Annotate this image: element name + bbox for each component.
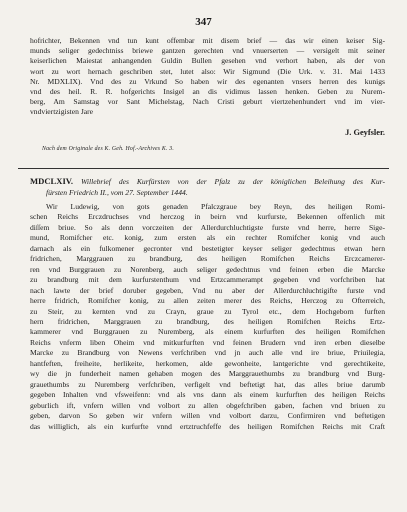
text-line: berg, Am Samstag vor Sant Michelstag, Nach Cristi geburt viertzehenhundert vnd im vier- <box>30 97 385 107</box>
source-note: Nach dem Originale des K. Geh. Hof.-Archives K. 3. <box>42 146 174 152</box>
text-line: wy die jn funderheit namen gehaben mogen des Marggrauethumbs zu brandburg vnd Burg- <box>30 369 385 379</box>
section-divider <box>18 168 389 169</box>
previous-document-ending <box>30 36 385 118</box>
heading-line: fürsten Friedrich II., vom 27. September 1444. <box>46 187 188 197</box>
text-line: keiserlichen Maiestat anhangenden Guldin Bullen gesehen vnd verhort haben, als der von <box>30 56 385 66</box>
document-number: MDCLXIV. <box>30 176 74 186</box>
text-line: gegeben Inhalten vnd vfsweifenn: vnd als vns dann als einem kurfurften des heiligen Reichs <box>30 390 385 400</box>
text-line: Nr. MDXLIX). Vnd des zu Vrkund So haben wir des egenanten vnsers herren des kunigs <box>30 76 385 86</box>
text-line: kammerer vnd Burggrauen zu Nuremberg, als einem kurfurften des heiligen Romifchen <box>30 327 385 337</box>
text-line: wort zu wort hernach geschriben stet, lutet also: Wir Sigmund (Die Urk. v. 31. Mai 1433 <box>30 66 385 76</box>
text-line: munds seliger gedechtniss briewe gantzen gerechten vnd vnuerserten — versigelt mit seiner <box>30 46 385 56</box>
text-line: hofrichter, Bekennen vnd tun kunt offembar mit disem brief — das wir einen keiser Sig- <box>30 36 385 45</box>
text-line: fridrichen, Marggrauen zu brandburg, des heiligen Romifchen Reichs Erczcamerer- <box>30 254 385 264</box>
text-line: vndviertzigisten Jare <box>30 107 94 117</box>
document-heading <box>30 176 385 198</box>
text-line: vnd des heil. R. R. hofgerichts Insigel an dis vidimus lassen henken. Geben zu Nurem- <box>30 87 385 97</box>
text-line: hantfeften, freiheite, herlikeite, herkomen, alde gewonheite, lantgerichte vnd gerechtikeite, <box>30 358 385 368</box>
text-line: nach lawte der brief doruber gegeben, Vnd nu aber der Allerdurchluchtigifte furste vnd <box>30 285 385 295</box>
text-line: Wir Ludewig, von gots genaden Pfalczgraue bey Reyn, des heiligen Romi- <box>46 202 385 211</box>
document-body <box>30 202 385 432</box>
text-line: schen Reichs Erczdruchses vnd herczog in beirn vnd kurfurste, Bekennen offenlich mit <box>30 212 385 222</box>
text-line: hern fridrichen, Marggrauen zu brandburg, des heiligen Romifchen Reichs Ertz- <box>30 316 385 326</box>
text-line: geben, darvon So geben wir vnfern willen vnd volbort darzu, Confirmiren vnd beftetigen <box>30 411 385 421</box>
text-line: das williglich, als ein kurfurfte vnnd ertztruchfeffe des heiligen Romifchen Reichs mit Craft <box>30 421 385 431</box>
text-line: diſſem briue. So als denn vorczeiten der Allerdurchluchtigste furste vnd herre, herre Sige- <box>30 222 385 232</box>
text-line: grauethumbs zu Nuremberg verfchriben, verfigelt vnd beftetigt hat, das alles briue darumb <box>30 379 385 389</box>
text-line: darnach als ein fulkomener gecronter vnd bestetigter keyser seliger gedechtnus etwan hern <box>30 243 385 253</box>
text-line: herre fridrich, Romifcher konig, zu allen zeiten merer des Reichs, Herczog zu Ofterreich, <box>30 296 385 306</box>
signature: J. Geyfsler. <box>345 128 385 137</box>
heading-line: Willebrief des Kurfürsten von der Pfalz zu der königlichen Beleihung des Kur- <box>80 177 385 186</box>
text-line: geburlich ift, vnfern willen vnd volbort zu allen obgefchriben gaben, fachen vnd briuen zu <box>30 400 385 410</box>
page-number: 347 <box>195 16 212 28</box>
text-line: mund, Romifcher etc. konig, zum ersten als ein rechter Romifcher konig vnd auch <box>30 233 385 243</box>
text-line: zu Steir, zu kernten vnd zu Crayn, graue zu Tyrol etc., dem Hochgeborn furften <box>30 306 385 316</box>
text-line: Reichs vnferm liben Oheim vnd mitkurfurften vnd feinen Brudern vnd iren erben dieselbe <box>30 337 385 347</box>
text-line: Marcke zu Brandburg von Newens verfchriben vnd jn auch alle vnd ire briue, Priuilegia, <box>30 348 385 358</box>
text-line: zu brandburg mit dem kurfurstenthum vnd Ertzcammerampt gegeben vnd vorfchriben hat <box>30 275 385 285</box>
text-line: ren vnd Burggrauen zu Norenberg, auch seliger gedechtnus vnd feinen erben die Marcke <box>30 264 385 274</box>
